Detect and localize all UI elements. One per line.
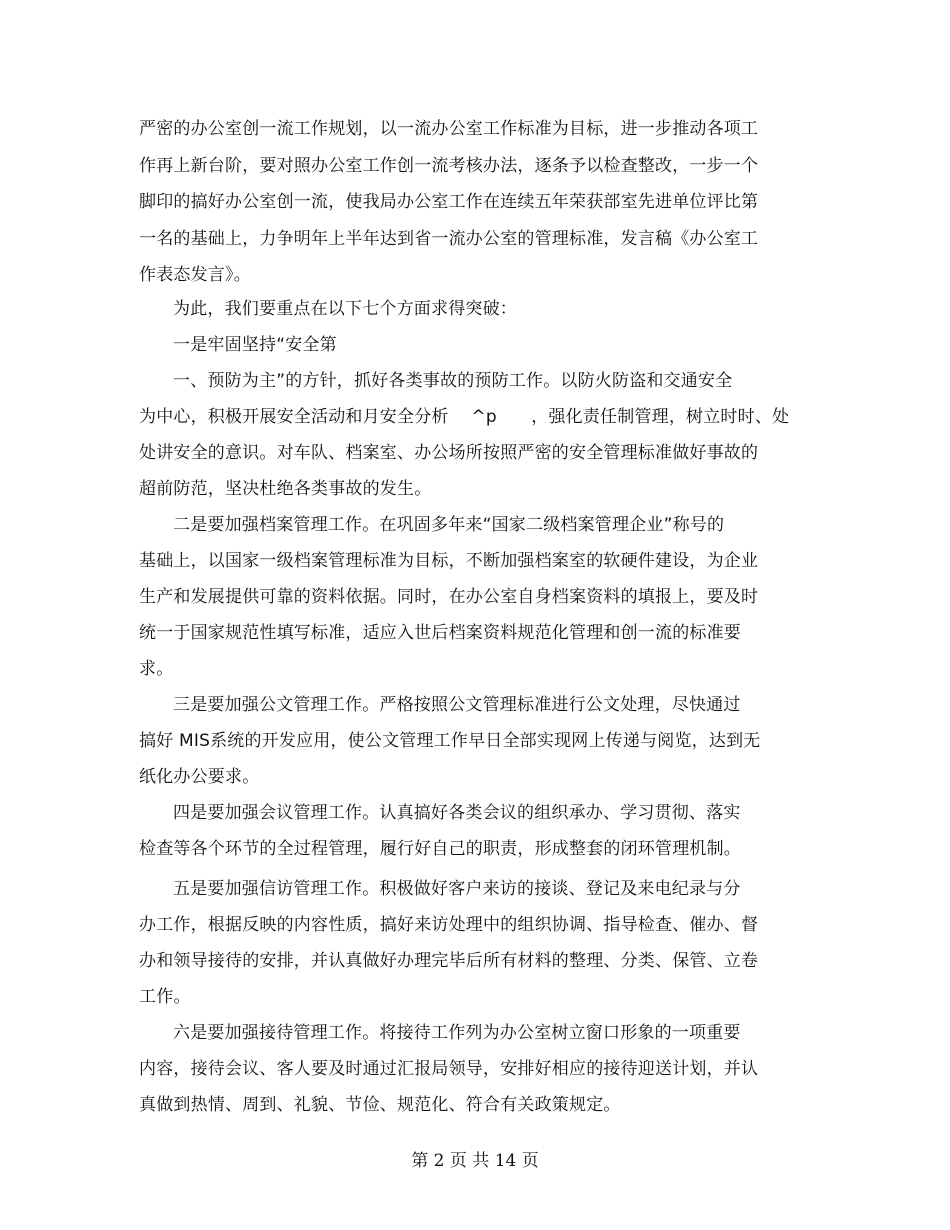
footer-total-pages: 14: [494, 1151, 517, 1171]
body-line-9: 为中心，积极开展安全活动和月安全分析 ^p ，强化责任制管理，树立时时、处: [139, 407, 790, 427]
footer-middle: 页 共: [449, 1151, 490, 1171]
body-line-1: 严密的办公室创一流工作规划，以一流办公室工作标准为目标，进一步推动各项工: [139, 119, 759, 139]
page-footer: [0, 1150, 950, 1172]
body-line-26: 六是要加强接待管理工作。将接待工作列为办公室树立窗口形象的一项重要: [173, 1023, 741, 1043]
body-line-3: 脚印的搞好办公室创一流，使我局办公室工作在连续五年荣获部室先进单位评比第: [139, 192, 759, 212]
body-line-25: 工作。: [139, 987, 191, 1007]
body-line-12: 二是要加强档案管理工作。在巩固多年来“国家二级档案管理企业”称号的: [173, 515, 725, 535]
body-line-2: 作再上新台阶，要对照办公室工作创一流考核办法，逐条予以检查整改，一步一个: [139, 156, 759, 176]
body-line-21: 检查等各个环节的全过程管理，履行好自己的职责，形成整套的闭环管理机制。: [139, 839, 741, 859]
body-line-7: 一是牢固坚持“安全第: [173, 335, 337, 355]
body-line-13: 基础上，以国家一级档案管理标准为目标，不断加强档案室的软硬件建设，为企业: [139, 551, 759, 571]
body-line-4: 一名的基础上，力争明年上半年达到省一流办公室的管理标准，发言稿《办公室工: [139, 229, 759, 249]
body-line-15: 统一于国家规范性填写标准，适应入世后档案资料规范化管理和创一流的标准要: [139, 623, 741, 643]
footer-prefix: 第: [411, 1151, 429, 1171]
body-line-11: 超前防范，坚决杜绝各类事故的发生。: [139, 479, 432, 499]
footer-suffix: 页: [521, 1151, 539, 1171]
body-line-24: 办和领导接待的安排，并认真做好办理完毕后所有材料的整理、分类、保管、立卷: [139, 951, 759, 971]
body-line-16: 求。: [139, 659, 174, 679]
footer-page-number: 2: [433, 1151, 445, 1171]
body-line-18: 搞好 MIS系统的开发应用，使公文管理工作早日全部实现网上传递与阅览，达到无: [139, 731, 761, 751]
body-line-28: 真做到热情、周到、礼貌、节俭、规范化、符合有关政策规定。: [139, 1095, 621, 1115]
body-line-23: 办工作，根据反映的内容性质，搞好来访处理中的组织协调、指导检查、催办、督: [139, 915, 759, 935]
body-line-27: 内容，接待会议、客人要及时通过汇报局领导，安排好相应的接待迎送计划，并认: [139, 1059, 759, 1079]
body-line-22: 五是要加强信访管理工作。积极做好客户来访的接谈、登记及来电纪录与分: [173, 879, 741, 899]
body-line-17: 三是要加强公文管理工作。严格按照公文管理标准进行公文处理，尽快通过: [173, 695, 741, 715]
body-line-6: 为此，我们要重点在以下七个方面求得突破：: [173, 299, 517, 319]
body-line-19: 纸化办公要求。: [139, 767, 260, 787]
body-line-5: 作表态发言》。: [139, 265, 251, 285]
body-line-14: 生产和发展提供可靠的资料依据。同时，在办公室自身档案资料的填报上，要及时: [139, 587, 759, 607]
body-line-10: 处讲安全的意识。对车队、档案室、办公场所按照严密的安全管理标准做好事故的: [139, 443, 759, 463]
body-line-8: 一、预防为主”的方针，抓好各类事故的预防工作。以防火防盗和交通安全: [173, 371, 733, 391]
body-line-20: 四是要加强会议管理工作。认真搞好各类会议的组织承办、学习贯彻、落实: [173, 803, 741, 823]
